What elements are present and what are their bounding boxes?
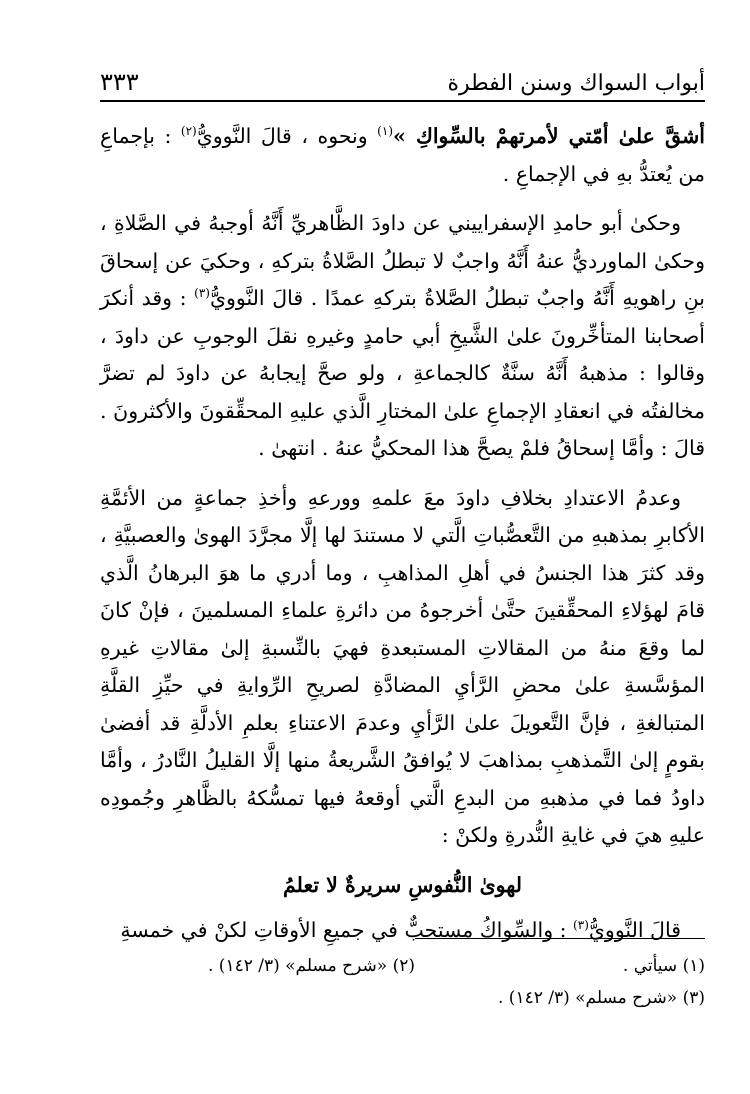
paragraph-text: : والسِّواكُ مستحبٌّ في جميعِ الأوقاتِ لكنْ في خمسةِ (120, 918, 574, 942)
footnote-row (100, 982, 705, 1014)
page-number: ٣٣٣ (100, 68, 139, 96)
paragraph-4 (100, 912, 705, 950)
paragraph-text: : بإجماعِ من يُعتدُّ بهِ في الإجماعِ . (100, 124, 705, 186)
paragraph-text: وعدمُ الاعتدادِ بخلافِ داودَ معَ علمهِ وورعهِ وأخذِ جماعةٍ من الأئمَّةِ الأكابرِ بمذهبهِ من التَّعصُّباتِ الَّتي لا مستندَ لها إلَّا مجرَّدَ الهوىٰ والعصبيَّةِ ، وقد كثرَ هذا الجنسُ في أهلِ المذاهبِ ، وما أدري ما هوَ البرهانُ الَّذي قامَ لهؤلاءِ المحقِّقينَ حتَّىٰ أخرجوهُ من دائرةِ علماءِ المسلمينَ ، فإنْ كانَ لما وقعَ منهُ من المقالاتِ المستبعدةِ فهيَ بالنِّسبةِ إلىٰ مقالاتِ غيرهِ المؤسَّسةِ علىٰ محضِ الرَّأيِ المضادَّةِ لصريحِ الرِّوايةِ في حيِّزِ القلَّةِ المتبالغةِ ، فإنَّ التَّعويلَ علىٰ الرَّأيِ وعدمَ الاعتناءِ بعلمِ الأدلَّةِ قد أفضىٰ بقومٍ إلىٰ التَّمذهبِ بمذاهبَ لا يُوافقُ الشَّريعةُ منها إلَّا القليلُ النَّادرُ ، وأمَّا داودُ فما في مذهبهِ من البدعِ الَّتي أوقعهُ فيها تمسُّكهُ بالظَّاهرِ وجُمودِه عليهِ هيَ في غايةِ النُّدرةِ ولكنْ : (100, 485, 705, 847)
footnote-3: (٣) «شرح مسلم» (٣/ ١٤٢) . (497, 988, 705, 1008)
footnote-1: (١) سيأتي . (622, 956, 705, 976)
main-text (100, 118, 705, 962)
footnote-ref: (٣) (194, 286, 210, 301)
paragraph-3 (100, 480, 705, 855)
footnote-divider (415, 938, 705, 939)
footnote-ref: (٢) (180, 124, 197, 139)
chapter-title: أبواب السواك وسنن الفطرة (447, 71, 705, 96)
running-header (100, 60, 705, 102)
footnote-ref: (٣) (573, 918, 589, 933)
footnotes (100, 950, 705, 1014)
paragraph-text: قالَ النَّوويُّ (588, 918, 681, 942)
paragraph-1 (100, 118, 705, 193)
paragraph-text: : وقد أنكرَ أصحابنا المتأخِّرونَ علىٰ الشَّيخِ أبي حامدٍ وغيرهِ نقلَ الوجوبِ عن داودَ ، وقالوا : مذهبهُ أَنَّهُ سنَّةٌ كالجماعةِ ، ولو صحَّ إيجابهُ عن داودَ لم تضرَّ مخالفتُه في انعقادِ الإجماعِ علىٰ المختارِ الَّذي عليهِ المحقِّقونَ والأكثرونَ . قالَ : وأمَّا إسحاقُ فلمْ يصحَّ هذا المحكيُّ عنهُ . انتهىٰ . (100, 286, 705, 460)
footnote-2: (٢) «شرح مسلم» (٣/ ١٤٢) . (207, 956, 415, 976)
footnote-row (100, 950, 705, 982)
footnote-ref: (١) (377, 124, 393, 139)
hadith-quote: أشقَّ علىٰ أمّتي لأمرتهمْ بالسِّواكِ » (393, 124, 705, 148)
paragraph-text: وحكىٰ أبو حامدِ الإسفراييني عن داودَ الظَّاهريِّ أَنَّهُ أوجبهُ في الصَّلاةِ ، وحكىٰ الماورديُّ عنهُ أَنَّهُ واجبٌ لا تبطلُ الصَّلاةُ بتركهِ ، وحكيَ عن إسحاقَ بنِ راهويهِ أَنَّهُ واجبٌ تبطلُ الصَّلاةُ بتركهِ عمدًا . قالَ النَّوويُّ (100, 211, 705, 310)
paragraph-text: ونحوه ، قالَ النَّوويُّ (196, 124, 378, 148)
poetry-verse: لهوىٰ النُّفوسِ سريرةٌ لا تعلمُ (283, 872, 522, 897)
paragraph-2 (100, 205, 705, 468)
